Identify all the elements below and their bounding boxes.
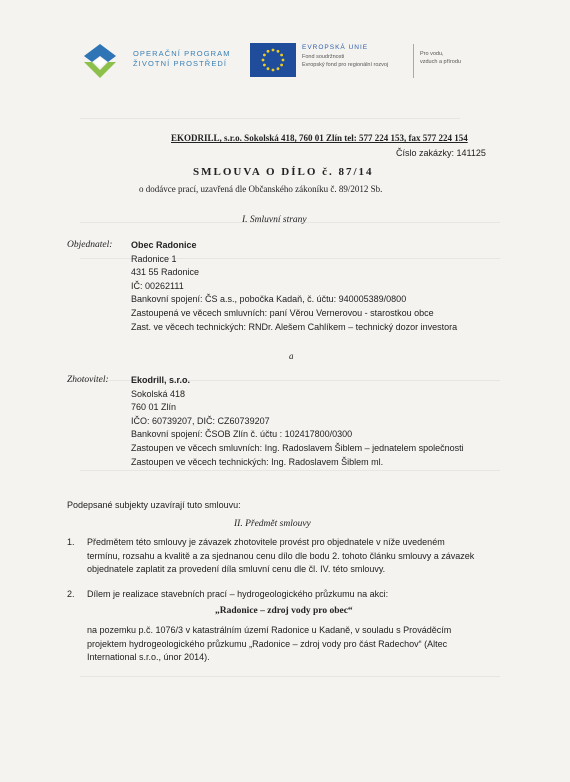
- document-title: SMLOUVA O DÍLO č. 87/14: [193, 166, 374, 178]
- contractor-label: Zhotovitel:: [67, 375, 109, 385]
- page-header: [80, 40, 500, 84]
- client-name: Obec Radonice: [131, 240, 197, 250]
- op-zp-title: [133, 49, 231, 69]
- client-block: [131, 239, 457, 334]
- clause-number: 1.: [67, 537, 75, 547]
- clause-1: [87, 536, 507, 577]
- motto-text: [420, 50, 461, 66]
- clause-line: objednatele zaplatit za provedení díla smluvní cenu dle čl. IV. této smlouvy.: [87, 564, 386, 574]
- eu-text: [302, 44, 388, 70]
- op-zp-logo-icon: [80, 42, 120, 82]
- contractor-line: Sokolská 418: [131, 388, 186, 399]
- section-1-title: I. Smluvní strany: [242, 215, 307, 225]
- clause-line: na pozemku p.č. 1076/3 v katastrálním území Radonice u Kadaně, v souladu s Prováděcím: [87, 625, 452, 635]
- bleed-through-line: [80, 470, 500, 471]
- clause-line: projektem hydrogeologického průzkumu „Radonice – zdroj vody pro část Radechov“ (Altec: [87, 638, 448, 649]
- contractor-letterhead: EKODRILL, s.r.o. Sokolská 418, 760 01 Zlín tel: 577 224 153, fax 577 224 154: [171, 133, 468, 143]
- clause-line: Dílem je realizace stavebních prací – hydrogeologického průzkumu na akci:: [87, 589, 389, 599]
- intro-text: Podepsané subjekty uzavírají tuto smlouvu:: [67, 500, 241, 510]
- eu-line1: EVROPSKÁ UNIE: [302, 44, 369, 51]
- bleed-through-line: [80, 676, 500, 677]
- clause-number: 2.: [67, 589, 75, 599]
- contractor-line: Zastoupen ve věcech technických: Ing. Radoslavem Šiblem ml.: [131, 456, 384, 467]
- op-zp-line1: OPERAČNÍ PROGRAM: [133, 49, 231, 58]
- eu-line3: Evropský fond pro regionální rozvoj: [302, 62, 389, 68]
- bleed-through-line: [80, 118, 460, 119]
- contractor-line: Bankovní spojení: ČSOB Zlín č. účtu : 102417800/0300: [131, 429, 353, 440]
- parties-separator: a: [289, 351, 294, 361]
- client-line: IČ: 00262111: [131, 280, 184, 291]
- client-line: 431 55 Radonice: [131, 267, 200, 278]
- clause-line: Předmětem této smlouvy je závazek zhotovitele provést pro objednatele v níže uvedeném: [87, 537, 445, 547]
- document-subtitle: o dodávce prací, uzavřená dle Občanského zákoníku č. 89/2012 Sb.: [139, 184, 383, 194]
- contractor-line: Zastoupen ve věcech smluvních: Ing. Radoslavem Šiblem – jednatelem společnosti: [131, 442, 464, 453]
- eu-flag-icon: [250, 43, 296, 77]
- motto-line1: Pro vodu,: [420, 51, 444, 57]
- client-line: Zastoupená ve věcech smluvních: paní Věrou Vernerovou - starostkou obce: [131, 307, 434, 318]
- contractor-line: IČO: 60739207, DIČ: CZ60739207: [131, 415, 270, 426]
- contractor-line: 760 01 Zlín: [131, 402, 177, 413]
- clause-line: International s.r.o., únor 2014).: [87, 652, 210, 662]
- section-2-title: II. Předmět smlouvy: [234, 519, 311, 529]
- client-line: Radonice 1: [131, 253, 177, 264]
- motto-line2: vzduch a přírodu: [420, 59, 461, 65]
- client-label: Objednatel:: [67, 240, 113, 250]
- op-zp-line2: ŽIVOTNÍ PROSTŘEDÍ: [133, 59, 228, 68]
- clause-2-continuation: [87, 624, 507, 665]
- eu-line2: Fond soudržnosti: [302, 53, 345, 60]
- clause-2: [87, 588, 507, 602]
- contractor-name: Ekodrill, s.r.o.: [131, 375, 191, 385]
- contractor-block: [131, 374, 464, 469]
- clause-line: termínu, rozsahu a kvalitě a za sjednanou cenu dílo dle bodu 2. tohoto článku smlouvy a závazek: [87, 550, 475, 561]
- client-line: Bankovní spojení: ČS a.s., pobočka Kadaň, č. účtu: 940005389/0800: [131, 294, 407, 305]
- header-divider: [413, 44, 414, 78]
- project-name: „Radonice – zdroj vody pro obec“: [215, 606, 353, 616]
- order-number: Číslo zakázky: 141125: [396, 148, 486, 158]
- client-line: Zast. ve věcech technických: RNDr. Alešem Cahlíkem – technický dozor investora: [131, 321, 458, 332]
